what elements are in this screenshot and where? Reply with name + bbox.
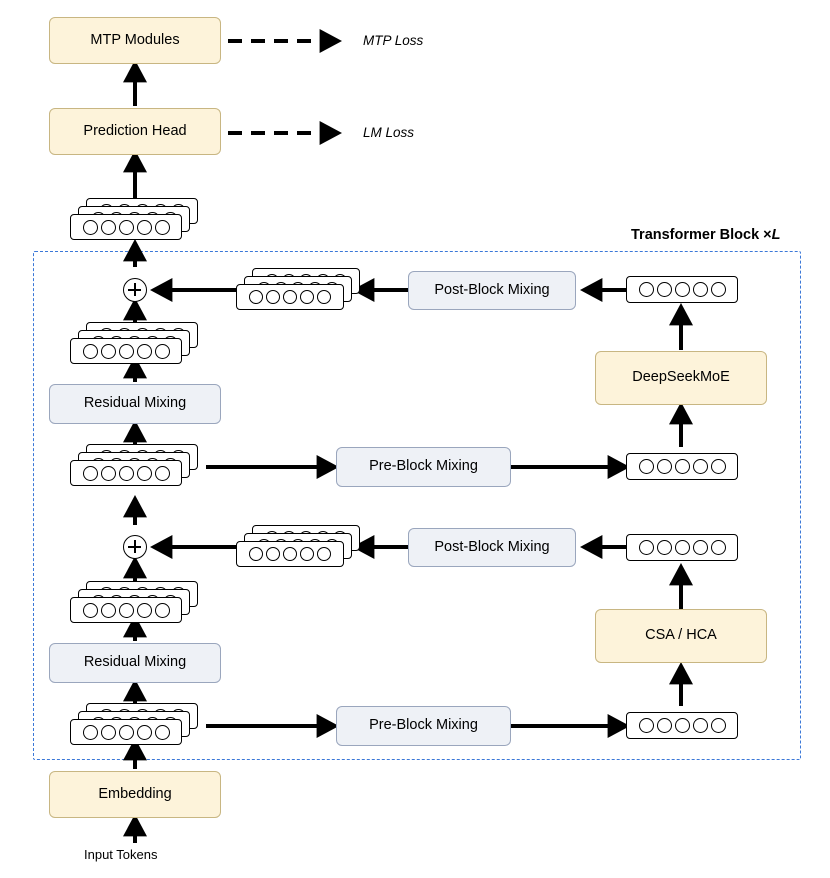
token-stack-post-mix-bottom <box>236 525 360 570</box>
node-post-block-mixing-bottom-label: Post-Block Mixing <box>434 538 550 555</box>
node-pre-block-mixing-bottom-label: Pre-Block Mixing <box>369 717 478 734</box>
node-mtp-modules[interactable] <box>49 17 221 64</box>
node-residual-mixing-top[interactable] <box>49 384 221 424</box>
node-residual-mixing-bottom[interactable] <box>49 643 221 683</box>
node-post-block-mixing-top[interactable] <box>408 271 576 310</box>
node-residual-mixing-bottom-label: Residual Mixing <box>83 654 187 671</box>
residual-add-bottom <box>123 535 147 559</box>
node-prediction-head[interactable] <box>49 108 221 155</box>
transformer-block-label <box>631 227 780 243</box>
node-embedding-label: Embedding <box>98 785 172 802</box>
node-residual-mixing-top-label: Residual Mixing <box>83 395 187 412</box>
node-prediction-head-label: Prediction Head <box>83 122 187 139</box>
node-deepseekmoe-label: DeepSeekMoE <box>632 369 730 386</box>
node-deepseekmoe[interactable] <box>595 351 767 405</box>
token-row-moe-input <box>626 453 738 481</box>
node-csa-hca-label: CSA / HCA <box>645 627 717 644</box>
node-embedding[interactable] <box>49 771 221 818</box>
node-pre-block-mixing-bottom[interactable] <box>336 706 511 746</box>
token-row-attn-input <box>626 712 738 740</box>
token-stack-post-residual-bottom <box>70 581 206 626</box>
transformer-block-label-text: Transformer Block × <box>631 227 772 243</box>
token-row-moe-output <box>626 276 738 304</box>
caption-lm-loss: LM Loss <box>363 125 415 140</box>
node-pre-block-mixing-top[interactable] <box>336 447 511 487</box>
residual-add-top <box>123 278 147 302</box>
node-pre-block-mixing-top-label: Pre-Block Mixing <box>369 458 478 475</box>
caption-input-tokens: Input Tokens <box>84 847 158 862</box>
node-post-block-mixing-top-label: Post-Block Mixing <box>434 281 550 298</box>
token-stack-pre-residual-top <box>70 444 206 489</box>
token-stack-embedding-output <box>70 703 206 748</box>
caption-mtp-loss: MTP Loss <box>363 33 424 48</box>
node-mtp-modules-label: MTP Modules <box>90 31 180 48</box>
token-stack-output <box>70 198 206 243</box>
token-row-attn-output <box>626 534 738 562</box>
token-stack-post-mix-top <box>236 268 360 313</box>
node-post-block-mixing-bottom[interactable] <box>408 528 576 567</box>
transformer-block-label-count: L <box>771 227 781 243</box>
node-csa-hca[interactable] <box>595 609 767 663</box>
token-stack-post-residual-top <box>70 322 206 367</box>
